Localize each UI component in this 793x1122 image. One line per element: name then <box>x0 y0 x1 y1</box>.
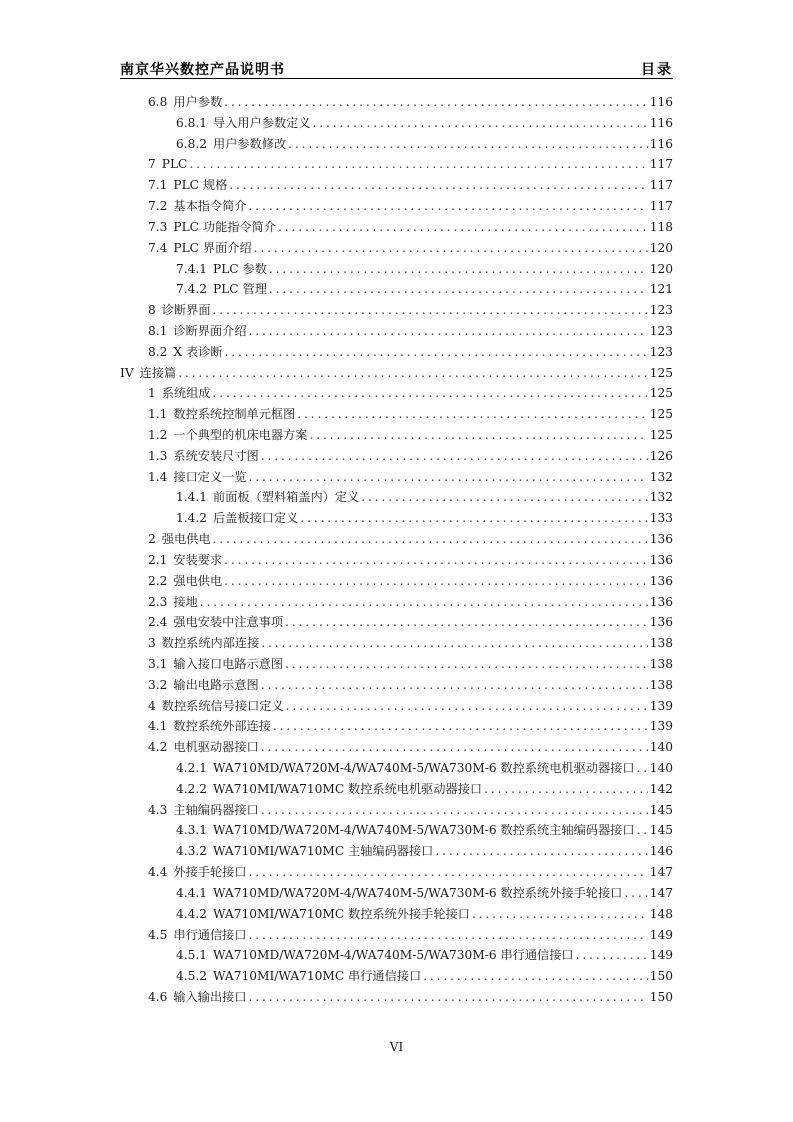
table-of-contents <box>120 92 673 1008</box>
toc-entry-number: 3 <box>148 636 156 651</box>
toc-entry-number: 1.2 <box>148 428 168 442</box>
toc-leader-dots <box>249 196 648 217</box>
toc-leader-dots <box>297 404 647 425</box>
toc-leader-dots <box>286 696 648 717</box>
toc-entry-label: 强电供电 <box>161 532 211 547</box>
toc-entry-label: 系统安装尺寸图 <box>173 448 259 463</box>
toc-entry-number: 6.8.2 <box>176 136 208 151</box>
toc-leader-dots <box>200 592 648 613</box>
toc-entry-page: 123 <box>649 303 673 318</box>
toc-leader-dots <box>225 342 648 363</box>
toc-entry-page: 139 <box>649 698 673 713</box>
toc-entry-number: 7.4 <box>148 240 168 255</box>
toc-entry-number: 2.2 <box>148 573 168 588</box>
toc-entry-title <box>148 92 222 113</box>
toc-entry-number: 4.2 <box>148 740 168 755</box>
toc-leader-dots <box>423 966 648 987</box>
toc-entry-page: 145 <box>649 823 673 838</box>
toc-leader-dots <box>249 467 648 488</box>
toc-entry-number: 4.4.1 <box>176 885 208 900</box>
toc-entry-label: 数控系统控制单元框图 <box>173 407 296 422</box>
toc-entry-title <box>176 134 286 155</box>
toc-entry-number: 7.1 <box>148 178 168 193</box>
toc-entry-title <box>148 446 259 467</box>
toc-entry-number: 1.1 <box>148 407 168 422</box>
toc-entry-number: 3.2 <box>148 677 168 692</box>
toc-leader-dots <box>273 716 648 737</box>
toc-entry-page: 132 <box>649 469 673 484</box>
toc-leader-dots <box>288 134 648 155</box>
toc-entry-label: 用户参数 <box>173 95 223 109</box>
toc-entry-page: 140 <box>649 761 673 775</box>
toc-entry-title <box>176 758 635 779</box>
toc-entry[interactable] <box>120 467 673 488</box>
toc-entry-page: 136 <box>649 552 673 567</box>
toc-entry-number: 2 <box>148 532 156 547</box>
toc-entry-page: 126 <box>649 448 673 463</box>
toc-entry-number: 4.4 <box>148 865 168 880</box>
toc-entry-label: WA710MD/WA720M-4/WA740M-5/WA730M-6 数控系统电机驱动器接口 <box>213 761 635 775</box>
toc-entry-label: X 表诊断 <box>173 344 223 359</box>
toc-entry-label: 强电安装中注意事项 <box>173 615 284 630</box>
toc-entry[interactable] <box>120 737 673 758</box>
toc-entry-title <box>148 987 247 1008</box>
toc-entry-number: 7 <box>148 157 156 172</box>
toc-entry-number: 7.4.1 <box>176 261 208 276</box>
toc-entry-label: 后盖板接口定义 <box>213 511 299 526</box>
toc-entry-label: 外接手轮接口 <box>173 865 247 880</box>
toc-entry-page: 150 <box>649 989 673 1004</box>
toc-entry[interactable] <box>120 987 673 1008</box>
toc-entry[interactable] <box>120 92 673 113</box>
toc-entry-title <box>148 467 247 488</box>
toc-entry-title <box>148 654 283 675</box>
toc-entry-label: PLC 功能指令简介 <box>173 219 277 234</box>
toc-entry-label: 一个典型的机床电器方案 <box>173 428 308 442</box>
toc-entry[interactable] <box>120 446 673 467</box>
toc-entry[interactable] <box>120 363 673 384</box>
toc-leader-dots <box>435 841 647 862</box>
toc-entry-number: 1.4.2 <box>176 511 208 526</box>
toc-entry-label: WA710MD/WA720M-4/WA740M-5/WA730M-6 数控系统外接手轮接口 <box>213 885 623 900</box>
toc-entry-number: 3.1 <box>148 656 168 671</box>
toc-leader-dots <box>261 675 648 696</box>
toc-entry-number: 4.4.2 <box>176 906 208 921</box>
toc-entry-page: 136 <box>649 532 673 547</box>
toc-entry[interactable] <box>120 300 673 321</box>
toc-entry-title <box>148 529 211 550</box>
toc-entry-label: WA710MI/WA710MC 串行通信接口 <box>213 969 422 984</box>
toc-entry-title <box>148 550 222 571</box>
toc-entry[interactable] <box>120 696 673 717</box>
toc-entry-label: 前面板（塑料箱盖内）定义 <box>213 490 360 505</box>
toc-entry-title <box>148 404 295 425</box>
toc-entry-number: 4.3.2 <box>176 844 208 859</box>
toc-entry-label: 电机驱动器接口 <box>173 740 259 755</box>
toc-entry-label: PLC 参数 <box>213 261 267 276</box>
toc-entry-page: 120 <box>649 240 673 255</box>
toc-entry-page: 138 <box>649 677 673 692</box>
toc-entry-page: 117 <box>649 199 673 214</box>
toc-entry-label: 接地 <box>173 594 198 609</box>
toc-entry-label: 数控系统外部连接 <box>173 719 271 734</box>
toc-leader-dots <box>309 425 647 446</box>
toc-leader-dots <box>484 779 648 800</box>
toc-leader-dots <box>637 820 648 841</box>
toc-entry-page: 117 <box>649 157 673 172</box>
toc-entry[interactable] <box>120 654 673 675</box>
toc-leader-dots <box>224 550 648 571</box>
toc-entry[interactable] <box>120 675 673 696</box>
toc-entry-title <box>148 592 198 613</box>
toc-entry[interactable] <box>120 321 673 342</box>
toc-leader-dots <box>269 279 648 300</box>
toc-entry-page: 123 <box>649 344 673 359</box>
toc-entry[interactable] <box>120 925 673 946</box>
toc-entry-page: 116 <box>649 95 673 109</box>
toc-entry-page: 132 <box>649 490 673 505</box>
toc-entry-title <box>148 675 259 696</box>
toc-entry-title <box>148 217 276 238</box>
toc-entry[interactable] <box>120 404 673 425</box>
toc-leader-dots <box>224 571 648 592</box>
toc-entry-label: 导入用户参数定义 <box>213 115 311 130</box>
toc-entry-page: 120 <box>649 261 673 276</box>
toc-entry-label: 输入接口电路示意图 <box>173 656 284 671</box>
toc-entry-title <box>148 925 247 946</box>
toc-entry-title <box>148 321 247 342</box>
toc-entry-number: 6.8.1 <box>176 115 208 130</box>
toc-entry-label: 输出电路示意图 <box>173 677 259 692</box>
toc-leader-dots <box>278 217 648 238</box>
toc-entry-number: 4.5.2 <box>176 969 208 984</box>
toc-entry[interactable] <box>120 238 673 259</box>
toc-entry-title <box>120 363 176 384</box>
toc-entry-label: 系统组成 <box>161 386 211 401</box>
toc-entry-number: 4.3 <box>148 802 168 817</box>
toc-entry-number: 4.2.2 <box>176 781 208 796</box>
page-number: VI <box>389 1040 404 1054</box>
toc-entry-number: 4.3.1 <box>176 823 208 838</box>
toc-entry-page: 136 <box>649 594 673 609</box>
toc-leader-dots <box>213 383 648 404</box>
toc-entry[interactable] <box>120 508 673 529</box>
toc-leader-dots <box>249 862 648 883</box>
toc-entry[interactable] <box>120 758 673 779</box>
toc-entry-title <box>148 716 271 737</box>
toc-entry-title <box>148 300 211 321</box>
toc-entry-label: 数控系统内部连接 <box>161 636 260 651</box>
toc-entry[interactable] <box>120 487 673 508</box>
toc-leader-dots <box>637 758 648 779</box>
toc-leader-dots <box>224 92 648 113</box>
toc-entry-page: 136 <box>649 615 673 630</box>
toc-entry-page: 148 <box>649 906 673 921</box>
toc-leader-dots <box>269 259 648 280</box>
toc-entry-page: 142 <box>649 781 673 796</box>
toc-leader-dots <box>361 487 647 508</box>
toc-entry-title <box>148 238 252 259</box>
toc-entry[interactable] <box>120 425 673 446</box>
toc-leader-dots <box>285 654 648 675</box>
toc-entry-title <box>176 779 482 800</box>
toc-entry[interactable] <box>120 383 673 404</box>
toc-entry[interactable] <box>120 633 673 654</box>
toc-entry-number: 4.6 <box>148 989 168 1004</box>
toc-entry-title <box>148 800 259 821</box>
toc-entry-page: 146 <box>649 844 673 859</box>
toc-entry-page: 125 <box>649 365 673 380</box>
toc-entry-label: 数控系统信号接口定义 <box>161 698 284 713</box>
toc-entry-page: 149 <box>649 927 673 942</box>
toc-entry-label: 串行通信接口 <box>173 927 247 942</box>
toc-leader-dots <box>213 529 648 550</box>
toc-entry-page: 147 <box>649 865 673 880</box>
toc-entry-title <box>176 279 267 300</box>
toc-entry-label: 输入输出接口 <box>173 989 247 1004</box>
toc-entry[interactable] <box>120 862 673 883</box>
toc-entry-number: 4.1 <box>148 719 168 734</box>
toc-entry[interactable] <box>120 612 673 633</box>
toc-entry-number: 1.4.1 <box>176 490 208 505</box>
toc-entry-page: 133 <box>649 511 673 526</box>
toc-leader-dots <box>178 363 648 384</box>
toc-entry-title <box>176 820 635 841</box>
toc-entry-page: 123 <box>649 323 673 338</box>
toc-entry-page: 118 <box>649 219 673 234</box>
page-header <box>120 56 673 79</box>
toc-entry-label: PLC 界面介绍 <box>173 240 252 255</box>
toc-leader-dots <box>254 238 648 259</box>
toc-entry-number: 1 <box>148 386 156 401</box>
toc-entry-number: 2.3 <box>148 594 168 609</box>
toc-entry-number: 1.4 <box>148 469 168 484</box>
toc-entry-title <box>148 175 227 196</box>
toc-entry-number: 4 <box>148 698 156 713</box>
toc-entry-title <box>176 841 433 862</box>
toc-entry-number: 2.1 <box>148 552 168 567</box>
toc-entry-title <box>176 113 311 134</box>
toc-entry-page: 149 <box>649 948 673 963</box>
toc-entry[interactable] <box>120 592 673 613</box>
toc-entry-label: PLC 管理 <box>213 282 267 297</box>
document-title: 南京华兴数控产品说明书 <box>120 62 285 78</box>
toc-leader-dots <box>576 945 648 966</box>
toc-entry-page: 150 <box>649 969 673 984</box>
toc-entry[interactable] <box>120 134 673 155</box>
toc-entry-number: 2.4 <box>148 615 168 630</box>
toc-entry-label: 安装要求 <box>173 552 223 567</box>
toc-entry-number: IV <box>120 365 134 380</box>
toc-entry-page: 125 <box>649 428 673 442</box>
toc-entry-title <box>148 862 247 883</box>
toc-entry-page: 145 <box>649 802 673 817</box>
toc-entry[interactable] <box>120 716 673 737</box>
toc-entry-page: 140 <box>649 740 673 755</box>
toc-entry-number: 7.2 <box>148 199 168 214</box>
toc-leader-dots <box>472 904 648 925</box>
toc-entry[interactable] <box>120 279 673 300</box>
toc-entry[interactable] <box>120 883 673 904</box>
toc-entry[interactable] <box>120 259 673 280</box>
toc-entry[interactable] <box>120 175 673 196</box>
toc-entry[interactable] <box>120 571 673 592</box>
toc-leader-dots <box>261 633 647 654</box>
toc-entry-label: 诊断界面 <box>161 303 211 318</box>
toc-entry[interactable] <box>120 113 673 134</box>
toc-entry-label: 诊断界面介绍 <box>173 323 247 338</box>
toc-entry-title <box>176 945 574 966</box>
toc-entry-label: WA710MD/WA720M-4/WA740M-5/WA730M-6 数控系统主轴编码器接口 <box>213 823 635 838</box>
toc-entry-number: 7.3 <box>148 219 168 234</box>
toc-leader-dots <box>261 800 648 821</box>
toc-entry[interactable] <box>120 966 673 987</box>
toc-entry-page: 136 <box>649 573 673 588</box>
toc-entry[interactable] <box>120 800 673 821</box>
toc-entry-title <box>148 633 259 654</box>
toc-entry-number: 1.3 <box>148 448 168 463</box>
section-title: 目录 <box>641 62 673 78</box>
toc-entry-title <box>176 904 470 925</box>
toc-entry-title <box>176 508 298 529</box>
toc-leader-dots <box>249 987 648 1008</box>
toc-entry-label: WA710MI/WA710MC 数控系统电机驱动器接口 <box>213 781 483 796</box>
toc-entry-title <box>148 154 187 175</box>
toc-entry-number: 8.2 <box>148 344 168 359</box>
toc-entry[interactable] <box>120 529 673 550</box>
toc-entry-title <box>176 487 359 508</box>
toc-entry-label: 基本指令简介 <box>173 199 247 214</box>
toc-leader-dots <box>285 612 648 633</box>
toc-entry-page: 138 <box>649 656 673 671</box>
toc-entry-label: 强电供电 <box>173 573 223 588</box>
toc-leader-dots <box>624 883 647 904</box>
toc-entry-number: 8 <box>148 303 156 318</box>
toc-leader-dots <box>213 300 648 321</box>
toc-entry-number: 4.5 <box>148 927 168 942</box>
toc-entry[interactable] <box>120 196 673 217</box>
toc-leader-dots <box>229 175 647 196</box>
toc-entry-page: 139 <box>649 719 673 734</box>
toc-entry-page: 117 <box>649 178 673 193</box>
toc-leader-dots <box>249 925 648 946</box>
toc-entry[interactable] <box>120 217 673 238</box>
toc-entry-page: 147 <box>649 885 673 900</box>
toc-entry-title <box>148 383 211 404</box>
toc-entry-title <box>176 966 421 987</box>
toc-entry-page: 138 <box>649 636 673 651</box>
toc-entry-number: 4.2.1 <box>176 761 208 775</box>
toc-entry-label: 用户参数修改 <box>213 136 287 151</box>
toc-entry-label: PLC <box>161 157 188 172</box>
toc-entry-title <box>176 259 267 280</box>
toc-leader-dots <box>313 113 648 134</box>
toc-entry-title <box>148 571 222 592</box>
toc-leader-dots <box>249 321 648 342</box>
toc-entry-title <box>148 612 283 633</box>
toc-leader-dots <box>300 508 647 529</box>
toc-entry[interactable] <box>120 820 673 841</box>
toc-entry-label: WA710MI/WA710MC 数控系统外接手轮接口 <box>213 906 470 921</box>
toc-entry-number: 4.5.1 <box>176 948 208 963</box>
toc-entry-label: 接口定义一览 <box>173 469 247 484</box>
toc-entry-page: 116 <box>649 136 673 151</box>
toc-entry-title <box>148 737 259 758</box>
toc-leader-dots <box>261 446 648 467</box>
toc-entry[interactable] <box>120 945 673 966</box>
toc-entry-title <box>148 696 284 717</box>
toc-entry[interactable] <box>120 904 673 925</box>
toc-entry-title <box>148 425 307 446</box>
toc-leader-dots <box>261 737 648 758</box>
toc-entry-page: 125 <box>649 386 673 401</box>
toc-entry-page: 125 <box>649 407 673 422</box>
toc-entry[interactable] <box>120 779 673 800</box>
toc-entry-page: 121 <box>649 282 673 297</box>
toc-entry-label: PLC 规格 <box>173 178 228 193</box>
toc-entry-label: 连接篇 <box>139 365 177 380</box>
toc-entry-title <box>148 342 223 363</box>
toc-entry[interactable] <box>120 550 673 571</box>
toc-entry-label: 主轴编码器接口 <box>173 802 259 817</box>
toc-entry[interactable] <box>120 154 673 175</box>
toc-entry[interactable] <box>120 841 673 862</box>
toc-entry-title <box>148 196 247 217</box>
toc-entry-page: 116 <box>649 115 673 130</box>
toc-entry-title <box>176 883 622 904</box>
toc-entry-number: 8.1 <box>148 323 168 338</box>
toc-entry-label: WA710MD/WA720M-4/WA740M-5/WA730M-6 串行通信接口 <box>213 948 574 963</box>
toc-entry-number: 6.8 <box>148 95 168 109</box>
toc-entry[interactable] <box>120 342 673 363</box>
toc-entry-label: WA710MI/WA710MC 主轴编码器接口 <box>213 844 434 859</box>
toc-entry-number: 7.4.2 <box>176 282 208 297</box>
toc-leader-dots <box>189 154 647 175</box>
